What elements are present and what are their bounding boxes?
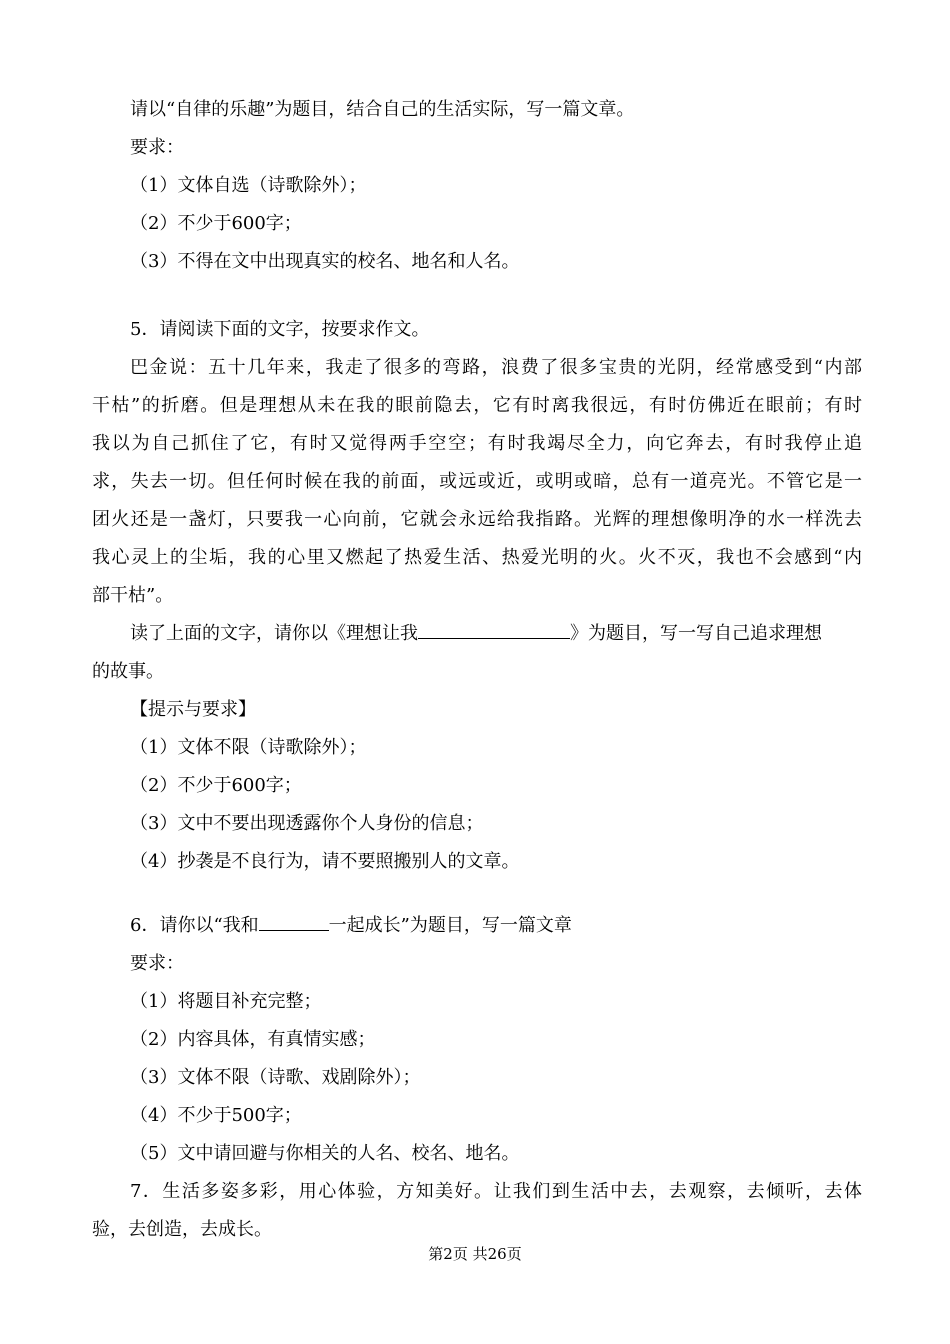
q6-requirements-label: 要求： [130, 953, 184, 974]
q6-requirement-4: （4）不少于500字； [130, 1105, 302, 1126]
q4-requirements-label: 要求： [130, 137, 184, 158]
q6-requirement-3: （3）文体不限（诗歌、戏剧除外）； [130, 1067, 421, 1088]
q5-passage-line-7: 部干枯”。 [92, 585, 174, 606]
q5-passage-line-4: 求，失去一切。但任何时候在我的前面，或远或近，或明或暗，总有一道亮光。不管它是一 [92, 471, 862, 492]
q5-passage-line-2: 干枯”的折磨。但是理想从未在我的眼前隐去，它有时离我很远，有时仿佛近在眼前；有时 [92, 395, 862, 416]
q6-title [130, 914, 862, 938]
q6-requirement-1: （1）将题目补充完整； [130, 991, 322, 1012]
q5-requirement-3: （3）文中不要出现透露你个人身份的信息； [130, 813, 484, 834]
q4-requirement-3: （3）不得在文中出现真实的校名、地名和人名。 [130, 251, 520, 272]
q5-title: 5．请阅读下面的文字，按要求作文。 [130, 319, 430, 340]
q4-requirement-2: （2）不少于600字； [130, 213, 302, 234]
q6-title-blank [259, 929, 329, 931]
q6-requirement-2: （2）内容具体，有真情实感； [130, 1029, 376, 1050]
q4-requirement-1: （1）文体自选（诗歌除外）； [130, 175, 367, 196]
page-number-footer: 第2页 共26页 [428, 1245, 522, 1263]
q4-prompt: 请以“自律的乐趣”为题目，结合自己的生活实际，写一篇文章。 [130, 99, 635, 120]
q5-requirement-1: （1）文体不限（诗歌除外）； [130, 737, 367, 758]
q5-task-part2: 》为题目，写一写自己追求理想 [570, 623, 822, 644]
q5-requirement-2: （2）不少于600字； [130, 775, 302, 796]
q7-line-1: 7．生活多姿多彩，用心体验，方知美好。让我们到生活中去，去观察，去倾听，去体 [130, 1181, 862, 1202]
q5-task-part1: 读了上面的文字，请你以《理想让我 [130, 623, 418, 644]
q7-line-2: 验，去创造，去成长。 [92, 1219, 272, 1240]
q6-title-part2: 一起成长”为题目，写一篇文章 [328, 915, 572, 936]
q5-title-blank [418, 637, 570, 639]
q5-passage-line-3: 我以为自己抓住了它，有时又觉得两手空空；有时我竭尽全力，向它奔去，有时我停止追 [92, 433, 862, 454]
q5-requirement-4: （4）抄袭是不良行为，请不要照搬别人的文章。 [130, 851, 520, 872]
q5-hint-label: 【提示与要求】 [130, 699, 256, 720]
q5-passage-line-5: 团火还是一盏灯，只要我一心向前，它就会永远给我指路。光辉的理想像明净的水一样洗去 [92, 509, 862, 530]
q6-title-part1: 6．请你以“我和 [130, 915, 259, 936]
q5-passage-line-6: 我心灵上的尘垢，我的心里又燃起了热爱生活、热爱光明的火。火不灭，我也不会感到“内 [92, 547, 862, 568]
q5-task-line-2: 的故事。 [92, 661, 164, 682]
q5-task [130, 622, 862, 646]
q6-requirement-5: （5）文中请回避与你相关的人名、校名、地名。 [130, 1143, 520, 1164]
q5-passage-line-1: 巴金说：五十几年来，我走了很多的弯路，浪费了很多宝贵的光阴，经常感受到“内部 [130, 357, 862, 378]
